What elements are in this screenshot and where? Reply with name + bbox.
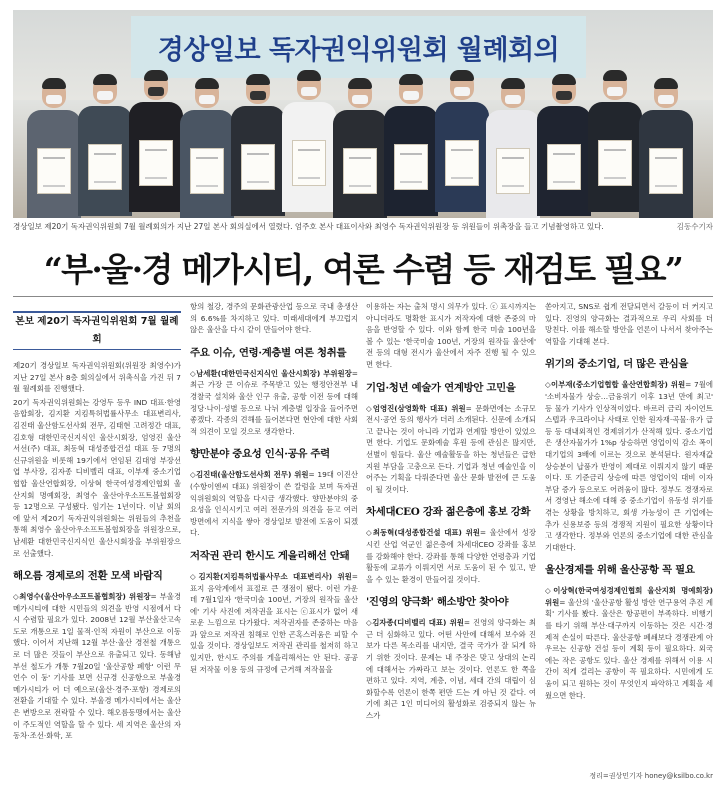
- photo-person: [78, 76, 132, 218]
- speaker-name: ◇이부재(중소기업협합 울산연합회장) 위원: [545, 380, 686, 390]
- photo-person: [27, 80, 81, 218]
- certificate: [394, 144, 428, 190]
- paragraph-body: = 7월에 '소비자물가 상승…금융위기 이후 13년 만에 최고' 등 물가 기사가 인상적이었다. 바르러 금리 자이언트 스텝과 우크라이나 사태로 인한 원자재·곡물·유가 급등 등 대내외적인 경제위기가 산적해 있다. 중소기업은 생산자물가가 1%p 상승하면 영업이익 감소 폭이 대기업의 3배에 이르는 것으로 분석된다. 원자재값 상승분이 납품가 반영이 제대로 이뤄지지 않기 때문이다. 또 기준금리 상승에 따른 영업이익 대비 이자 부담 증가 등으로도 어려움이 많다. 정부도 경쟁자로서 경영난 해소에 대해 중 중소기업이 유동성 위기를 겪는 상황을 방치하고, 회생 가능성이 큰 기업에는 추가 신용보증 등의 경쟁적 지원이 필요한 상황이다고 생각한다. 정부와 언론의 중소기업에 대한 관심을 기대한다.: [545, 380, 713, 552]
- speaker-name: ◇김자종(디비벨리 대표) 위원: [366, 618, 464, 628]
- column-3: [366, 301, 536, 724]
- photo-person: [282, 72, 336, 218]
- photo-person: [435, 72, 489, 218]
- person-head: [297, 72, 321, 100]
- paragraph-body: = 울산에서 성장시킨 산업 역군인 젊은층에 차세대CEO 강좌를 홍보를 강화해야 한다. 강좌를 통해 다양한 연령층과 기업활동에 교류가 이뤄지면 서로 도움이 된 수 있고, 받을 수 있는 환경이 만들어질 것이다.: [366, 528, 536, 584]
- speaker-name: ◇최동혁(대성종합건설 대표) 위원: [366, 528, 480, 538]
- person-head: [195, 80, 219, 108]
- reporter-credit: 정리=권상민기자 honey@ksilbo.co.kr: [589, 772, 713, 780]
- paragraph-body: = 울산의 '울산공항 활성 방안 연구용역 추진 계획' 기사를 봤다. 울산은 항공편이 부족하다. 비행기를 타기 위해 부산·대구까지 이동하는 것은 시간·경제적 손실이 따른다. 울산공항 폐쇄보다 경쟁관계 아우르는 신공항 건설 등이 계획 등이 필요하다. 외국에는 작은 공항도 있다. 울산 경제를 위해서 이용 시간이 적게 걸리는 공항이 꼭 필요하다. 시민에게 도움이 되고 원하는 것이 무엇인지 파악하고 계획을 세웠으면 한다.: [545, 597, 713, 700]
- person-head: [144, 72, 168, 100]
- subheading: 향만분야 중요성 인식·공유 주력: [190, 448, 330, 461]
- certificate: [190, 148, 224, 194]
- paragraph-body: = 최근 가장 큰 이슈로 주목받고 있는 행정안전부 내 경찰국 설치와 울산 인구 유출, 공항 이전 등에 대해 정당·나이·성별 등으로 나뉘 계층별 입장을 들어주면 좋겠다. 각종의 견해를 들어본다면 현안에 대한 사회적 의견이 모일 것으로 생각한다.: [190, 368, 358, 436]
- face-mask: [199, 95, 215, 104]
- speaker-name: ◇남세환(대한민국신지식인 울산시회장) 부위원장: [190, 368, 352, 378]
- paragraph: 항의 철강, 경주의 문화관광산업 등으로 국내 총생산의 6.6%를 차지하고 있다. 미래세대에게 부끄럽지 않은 울산을 다시 같이 만들어야 한다.: [190, 302, 358, 335]
- subheading: 기업·청년 예술가 연계방안 고민을: [366, 381, 516, 394]
- speaker-name: ◇이상혁(한국여성경제인협회 울산지회 명예회장) 위원: [545, 586, 713, 607]
- paragraph: 20기 독자권익위원회는 강영두 등우 IND 대표·한영음합회장, 김지환 지킴특허법률사무소 대표변리사, 김진태 울산함도선사회 전무, 김태현 고려정간 대표, 김호형 대한민국신지식인 울산시회장, 엄영진 울산서선(주) 대표, 최동혁 대성종합건설 대표 등 7명의 신규위원을 비롯해 19기에서 연임된 김대영 부장선엽 부사장, 김자종 디비벨리 대표, 이부재 중소기업협합 울산연합회장, 이상혁 한국여성경제인협회 울산지회 명예회장, 최영수 울산아우소프트볼협회장 등 12명으로 구성됐다. 임기는 1년이다. 이날 회의에 앞서 제20기 독자권익위원회는 위원들의 추천을 통해 최영수 울산아우소프트볼협회장을 위원장으로, 남세환 대한민국신지식인 울산시회장을 부위원장으로 선출했다.: [13, 397, 181, 558]
- photo-person: [384, 76, 438, 218]
- person-head: [246, 76, 270, 104]
- photo-person: [639, 80, 693, 218]
- subheading: 차세대CEO 강좌 젊은층에 홍보 강화: [366, 506, 531, 519]
- paragraph: [366, 403, 536, 496]
- headline-rule: [13, 296, 713, 297]
- speaker-name: ◇엄영진(삼영화학 대표) 위원: [366, 403, 466, 413]
- person-head: [42, 80, 66, 108]
- paragraph-body: = 표지 음악계에서 표절로 큰 쟁점이 됐다. 이런 가운데 7월1일자 '한국미술 100년, 거장의 원작들 울산에' 기사 사진에 저작권을 표시는 ⓒ표시가 없어 새로운 느낌으로 다가왔다. 저작권자를 존중하는 마음과 앞으로 저작권 침해로 인한 곤혹스러움은 피할 수 있을 것이다. 경상일보도 저작권 관리를 철저히 하고 있지만, 한시도 주의를 게을리해서는 안 된다. 공공 된 저작물 이용 등의 규정에 근거해 저작물을: [190, 571, 358, 674]
- subheading: 해오름 경제로의 전환 모색 바람직: [13, 570, 163, 583]
- speaker-name: ◇김지환(지킴특허법률사무소 대표변리사) 위원: [190, 571, 352, 581]
- face-mask: [454, 87, 470, 96]
- subheading: 저작권 관리 한시도 게을리해선 안돼: [190, 549, 350, 562]
- photo-person: [486, 80, 540, 218]
- paragraph: [366, 527, 536, 585]
- paragraph: [545, 379, 713, 553]
- face-mask: [403, 91, 419, 100]
- photo-credit: 김동수기자: [676, 222, 713, 231]
- subheading: 주요 이슈, 연령·계층별 여론 청취를: [190, 346, 347, 359]
- certificate: [649, 148, 683, 194]
- face-mask: [658, 95, 674, 104]
- photo-person: [231, 76, 285, 218]
- face-mask: [607, 87, 623, 96]
- person-head: [654, 80, 678, 108]
- paragraph: [13, 591, 181, 742]
- headline: “부·울·경 메가시티, 여론 수렴 등 재검토 필요”: [43, 250, 683, 289]
- person-head: [348, 80, 372, 108]
- photo-caption: [13, 221, 713, 232]
- photo-person: [537, 76, 591, 218]
- column-2: [190, 301, 358, 677]
- paragraph-body: = 진영의 양극화는 최근 더 심화하고 있다. 어떤 사안에 대해서 보수와 진보가 다른 목소리를 내지만, 결국 국가가 잘 되게 하기 위한 것이다. 문제는 내 주장은 맞고 상대의 논리에 대해서는 가짜라고 보는 것이다. 언론도 한 쪽을 편하고 있다. 지역, 계층, 이념, 세대 간의 대립이 심화할수록 언론이 한쪽 편만 드는 게 아닌 것 같다. 여기에 최근 1인 미디어의 활성화로 검증되지 않는 뉴스가: [366, 618, 537, 721]
- face-mask: [148, 87, 164, 96]
- face-mask: [97, 91, 113, 100]
- person-head: [552, 76, 576, 104]
- subheading: 위기의 중소기업, 더 많은 관심을: [545, 358, 689, 371]
- face-mask: [46, 95, 62, 104]
- photo-person: [129, 72, 183, 218]
- subheading: '진영의 양극화' 해소방안 찾아야: [366, 596, 509, 609]
- paragraph: [190, 368, 358, 438]
- paragraph: [545, 585, 713, 701]
- section-box-title: 본보 제20기 독자권익위원회 7월 월례회: [13, 311, 181, 350]
- face-mask: [250, 91, 266, 100]
- photo-person: [333, 80, 387, 218]
- paragraph: 이용하는 자는 출처 명시 의무가 있다. ⓒ 표시까지는 아니더라도 명확한 표시가 저작자에 대한 존중의 마음을 반영할 수 있다. 이와 함께 한국 미술 100년을 볼 수 있는 '한국미술 100년, 거장의 원작들 울산에' 전 등의 대형 전시가 울산에서 자주 진행 될 수 있으면 한다.: [366, 302, 536, 369]
- person-head: [603, 72, 627, 100]
- paragraph: [190, 469, 358, 539]
- paragraph: [190, 571, 358, 675]
- certificate: [445, 140, 479, 186]
- person-head: [93, 76, 117, 104]
- photo-person: [180, 80, 234, 218]
- speaker-name: ◇김진태(울산함도선사회 전무) 위원: [190, 470, 309, 480]
- paragraph: [366, 617, 536, 721]
- certificate: [139, 140, 173, 186]
- paragraph-body: = 부울경 메가시티에 대한 시민들의 의견을 반영 시점에서 다시 수렴할 필요가 있다. 2008년 12월 부산울산고속도로 개통으로 1일 물적·인적 자원이 부산으로 이동했다. 이어서 지난해 12월 부산·울산 경전철 개통으로 더 많은 것들이 부산으로 유출되고 있다. 동해남부선 철도가 개통 7월20일 '울산공항 폐항' 이런 무언수 이 둥' 기사를 보면 신규경 신공항으로 부울경 메가시티가 어 더 예으로(울산·경주·포항) 경제로의 전환을 기대할 수 있다. 부울경 메가시티에서는 울산은 변방으로 전락할 수 있다. 해오름동맹에서는 울산이 주도적인 역할을 할 수 있다. 세 지역은 울산의 자동차·조선·화학, 포: [13, 592, 181, 741]
- paragraph-body: = 19대 이진산(수항이엔씨 대표) 위원장이 쓴 칼럼을 보며 독자권익위원회의 역할을 다시금 생각했다. 향만분야의 중요성을 인식시키고 여러 전문가의 의견을 듣고 여러 방면에서 지식을 쌓아 경상일보 발전에 도움이 되겠다.: [190, 470, 358, 538]
- certificate: [547, 144, 581, 190]
- person-head: [399, 76, 423, 104]
- face-mask: [352, 95, 368, 104]
- person-head: [501, 80, 525, 108]
- caption-text: 경상일보 제20기 독자권익위원회 7월 월례회의가 지난 27일 본사 회의실에서 열렸다. 엄주호 본사 대표이사와 최영수 독자권익위원장 등 위원들이 위촉장을 들고 기념촬영하고 있다.: [13, 222, 604, 231]
- photo-people: [27, 65, 707, 218]
- certificate: [496, 148, 530, 194]
- paragraph: 쏟아지고, SNS로 쉽게 전달되면서 갈등이 더 커지고 있다. 진영의 양극화는 결과적으로 우리 사회를 더 망친다. 이를 해소할 방안을 언론이 나서서 찾아주는 역할을 기대해 본다.: [545, 302, 713, 346]
- certificate: [292, 140, 326, 186]
- speaker-name: ◇최영수(울산아우소프트볼협회장) 위원장: [13, 592, 151, 602]
- certificate: [37, 148, 71, 194]
- paragraph: 제20기 경상일보 독자권익위원회(위원장 최영수)가 지난 27일 본사 8층 회의실에서 위촉식을 가진 뒤 7월 월례회를 진행했다.: [13, 361, 181, 394]
- certificate: [598, 140, 632, 186]
- column-4: [545, 301, 713, 703]
- certificate: [241, 144, 275, 190]
- subheading: 울산경제를 위해 울산공항 꼭 필요: [545, 564, 695, 577]
- certificate: [88, 144, 122, 190]
- column-1: [13, 301, 181, 744]
- photo-person: [588, 72, 642, 218]
- group-photo: [13, 10, 713, 218]
- face-mask: [556, 91, 572, 100]
- paragraph-body: = 문화면에는 소규모 전시·공연 등의 행사가 더러 소개된다. 신문에 소개되고 끝나는 것이 아니라 기업과 연계할 방안이 있었으면 한다. 기업도 문화예술 후원 등에 관심은 많지만, 선별이 힘들다. 울산 예술활동을 하는 청년들은 급한지원 부담을 고충으로 든다. 기업과 청년 예술인을 이어주는 기획을 다뤄준다면 울산 문화 발전에 큰 도움이 될 것이다.: [366, 403, 536, 494]
- face-mask: [505, 95, 521, 104]
- person-head: [450, 72, 474, 100]
- certificate: [343, 148, 377, 194]
- face-mask: [301, 87, 317, 96]
- banner-text: 경상일보 독자권익위원회 월례회의: [157, 34, 560, 66]
